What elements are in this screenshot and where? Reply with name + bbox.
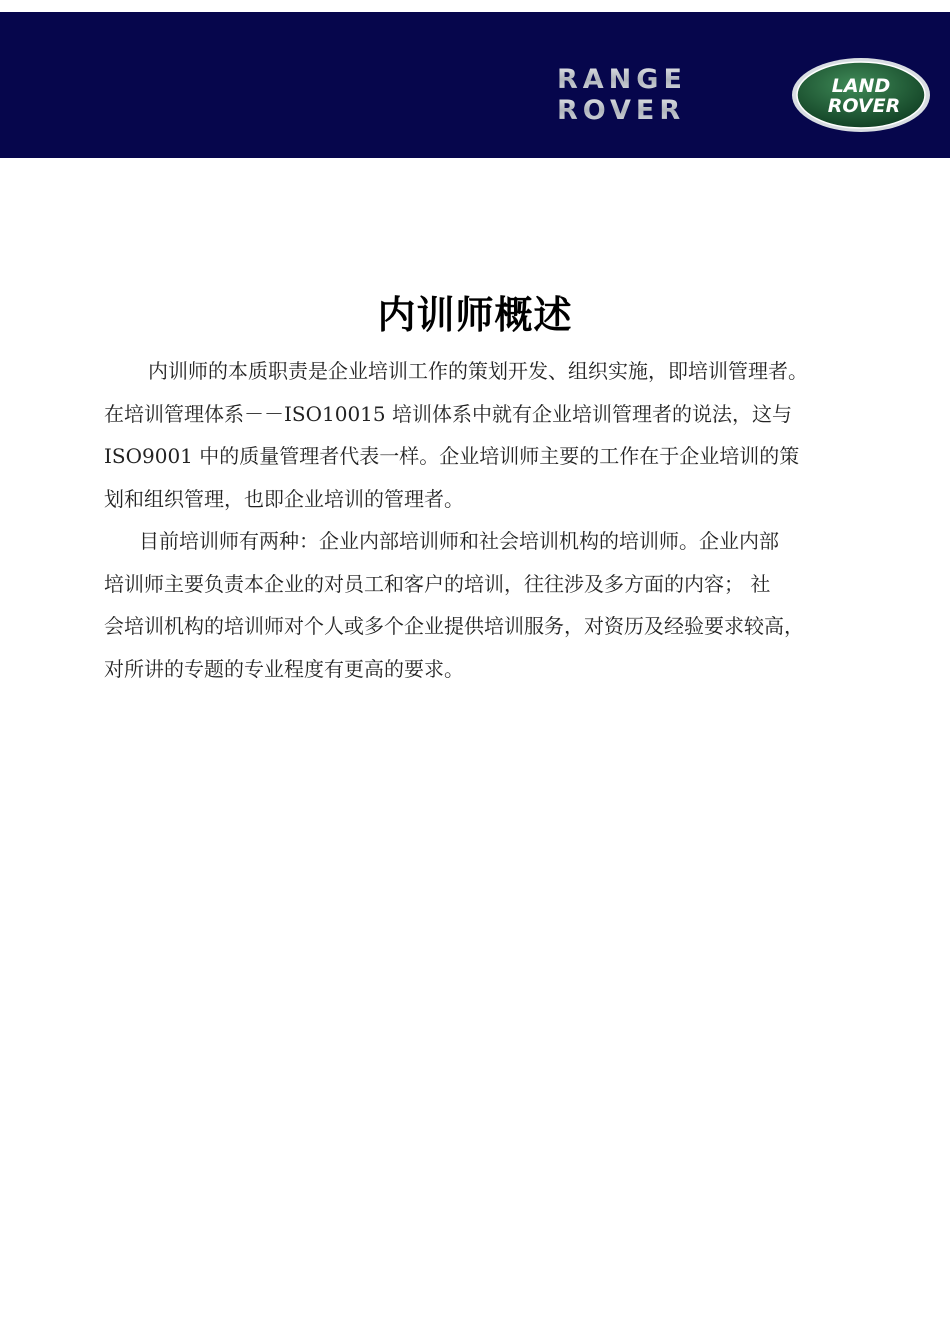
paragraph-line: ISO9001 中的质量管理者代表一样。企业培训师主要的工作在于企业培训的策 — [104, 444, 800, 468]
paragraph-line: 在培训管理体系－－ISO10015 培训体系中就有企业培训管理者的说法，这与 — [104, 401, 792, 426]
range-rover-wordmark — [555, 56, 745, 126]
wordmark-line-1: RANGE — [557, 64, 687, 95]
paragraph-line: 对所讲的专题的专业程度有更高的要求。 — [104, 656, 464, 681]
land-rover-logo — [790, 56, 932, 134]
header-banner — [0, 12, 950, 158]
paragraph-line: 划和组织管理，也即企业培训的管理者。 — [104, 486, 464, 511]
paragraph-line: 培训师主要负责本企业的对员工和客户的培训，往往涉及多方面的内容； 社 — [104, 571, 771, 596]
logo-text-rover: ROVER — [827, 95, 901, 117]
paragraph-line: 内训师的本质职责是企业培训工作的策划开发、组织实施，即培训管理者。 — [148, 359, 808, 383]
document-body — [104, 350, 864, 690]
paragraph-line: 会培训机构的培训师对个人或多个企业提供培训服务，对资历及经验要求较高， — [104, 614, 804, 638]
page-title: 内训师概述 — [377, 292, 573, 337]
wordmark-line-2: ROVER — [557, 95, 686, 126]
paragraph — [104, 350, 864, 520]
logo-text-land: LAND — [831, 75, 891, 97]
paragraph-line: 目前培训师有两种：企业内部培训师和社会培训机构的培训师。企业内部 — [139, 529, 779, 553]
paragraph — [104, 520, 864, 690]
